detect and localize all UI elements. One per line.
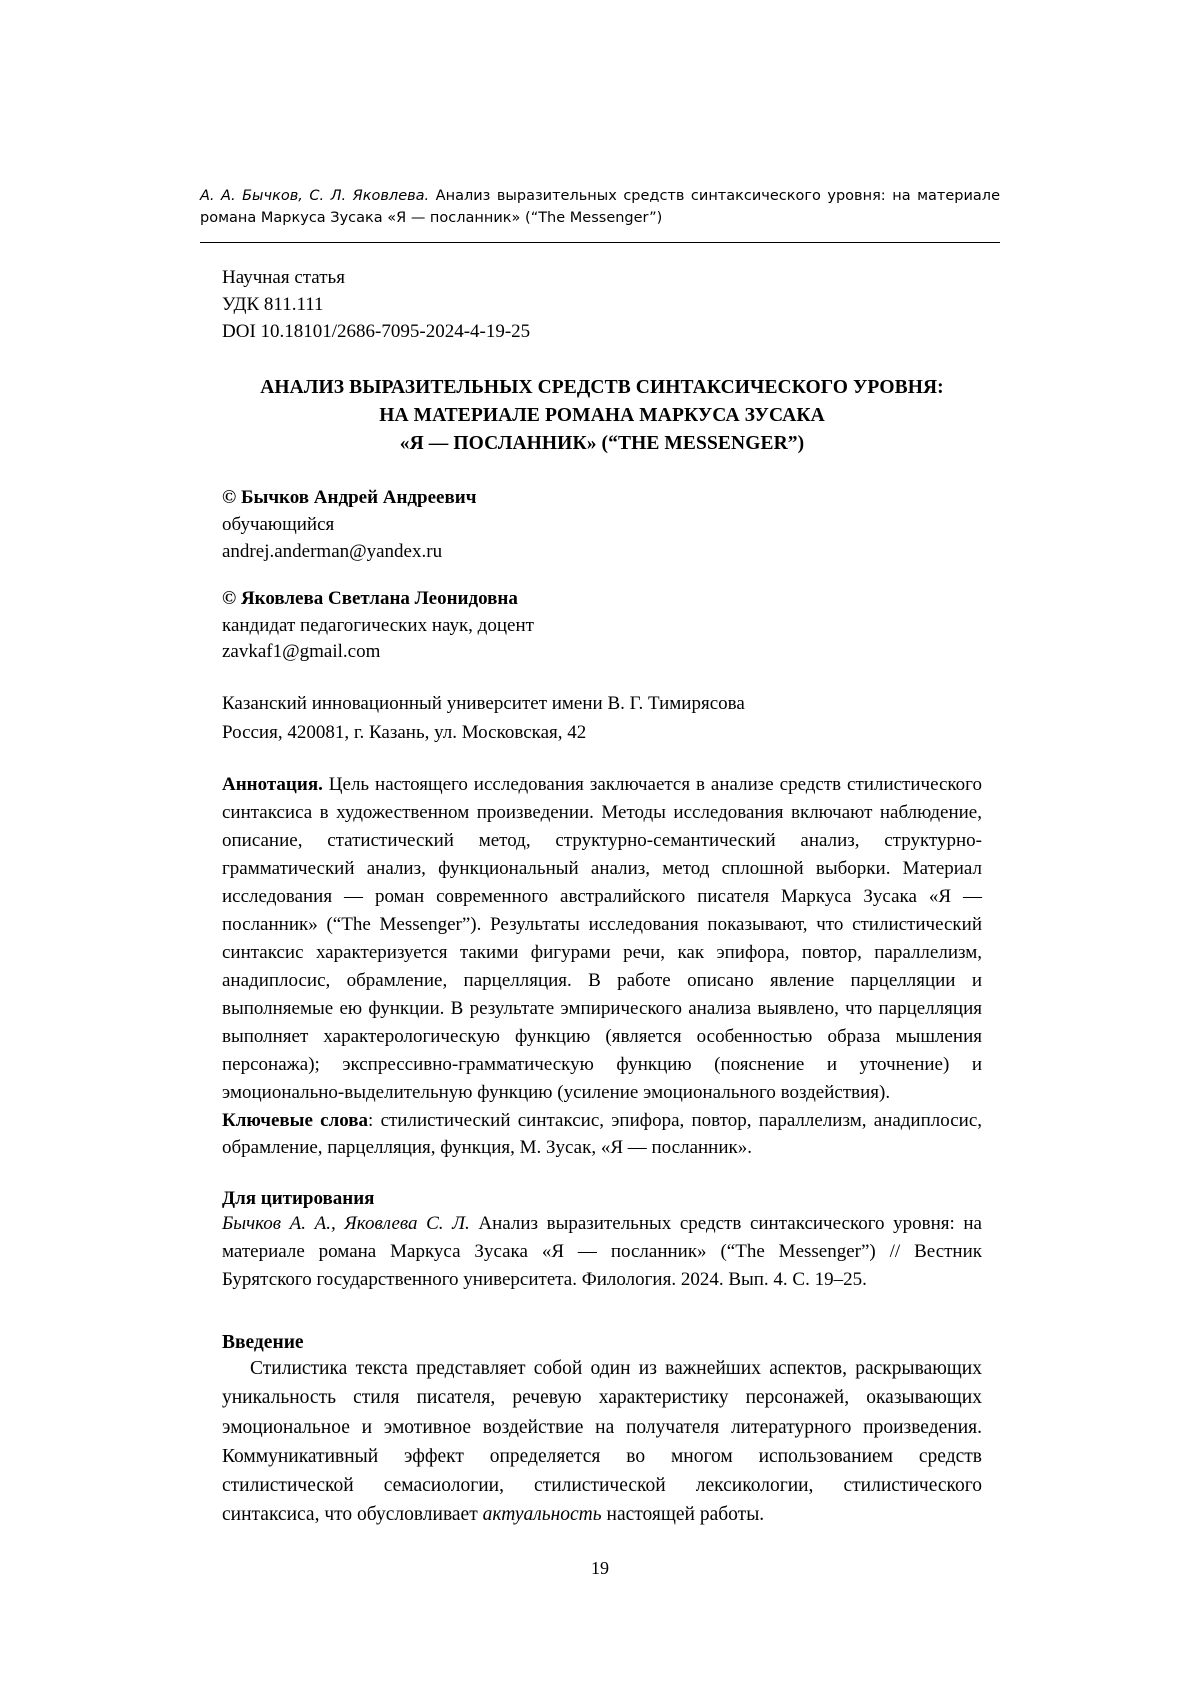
abstract-text: Цель настоящего исследования заключается в анализе средств стилистического синтаксиса в художественном произведении. Методы исследования включают наблюдение, описание, статистический метод, структурно-семантический анализ, структурно-грамматический анализ, функциональный анализ, метод сплошной выборки. Материал исследования — роман современного австралийского писателя Маркуса Зусака «Я — посланник» (“The Messenger”). Результаты исследования показывают, что стилистический синтаксис характеризуется такими фигурами речи, как эпифора, повтор, параллелизм, анадиплосис, обрамление, парцелляция. В работе описано явление парцелляции и выполняемые ею функции. В результате эмпирического анализа выявлено, что парцелляция выполняет характерологическую функцию (является особенностью образа мышления персонажа); экспрессивно-грамматическую функцию (пояснение и уточнение) и эмоционально-выделительную функцию (усиление эмоционального воздействия). bbox=[222, 774, 982, 1103]
title-line-2: НА МАТЕРИАЛЕ РОМАНА МАРКУСА ЗУСАКА bbox=[379, 405, 825, 427]
citation-text bbox=[222, 1210, 982, 1294]
title-line-1: АНАЛИЗ ВЫРАЗИТЕЛЬНЫХ СРЕДСТВ СИНТАКСИЧЕСКОГО УРОВНЯ: bbox=[260, 376, 944, 398]
affiliation-institution: Казанский инновационный университет имени В. Г. Тимирясова bbox=[222, 693, 745, 715]
section-heading-introduction: Введение bbox=[222, 1332, 304, 1354]
page-number: 19 bbox=[591, 1558, 609, 1578]
udk-code: УДК 811.111 bbox=[222, 293, 324, 315]
article-body bbox=[222, 265, 982, 1530]
abstract-label: Аннотация. bbox=[222, 774, 323, 796]
citation-heading: Для цитирования bbox=[222, 1188, 375, 1210]
running-head-title: Анализ выразительных средств синтаксического уровня: на материале романа Маркуса Зусака «Я — посланник» (“The Messenger”) bbox=[200, 188, 1000, 227]
author-name: © Бычков Андрей Андреевич bbox=[222, 486, 477, 508]
page-title bbox=[222, 374, 982, 459]
introduction-part-2: настоящей работы. bbox=[601, 1504, 765, 1526]
author-email[interactable]: andrej.anderman@yandex.ru bbox=[222, 540, 443, 562]
author-email[interactable]: zavkaf1@gmail.com bbox=[222, 641, 381, 663]
running-head-authors: А. А. Бычков, С. Л. Яковлева. bbox=[200, 188, 430, 204]
author-name: © Яковлева Светлана Леонидовна bbox=[222, 587, 518, 609]
introduction-italic-term: актуальность bbox=[482, 1504, 602, 1526]
author-role: кандидат педагогических наук, доцент bbox=[222, 614, 534, 636]
affiliation-address: Россия, 420081, г. Казань, ул. Московская, 42 bbox=[222, 721, 587, 743]
author-role: обучающийся bbox=[222, 513, 335, 535]
running-head bbox=[200, 185, 1000, 230]
introduction-paragraph bbox=[222, 1354, 982, 1530]
author-entry-2 bbox=[222, 586, 982, 667]
keywords-label: Ключевые слова bbox=[222, 1109, 369, 1131]
header-divider bbox=[200, 242, 1000, 243]
title-line-3: «Я — ПОСЛАННИК» (“THE MESSENGER”) bbox=[399, 433, 805, 455]
citation-body: Анализ выразительных средств синтаксического уровня: на материале романа Маркуса Зусака «Я — посланник» (“The Messenger”) // Вестник Бурятского государственного университета. Филология. 2024. Вып. 4. С. 19–25. bbox=[222, 1213, 982, 1291]
introduction-part-1: Стилистика текста представляет собой один из важнейших аспектов, раскрывающих уникальность стиля писателя, речевую характеристику персонажей, оказывающих эмоциональное и эмотивное воздействие на получателя литературного произведения. Коммуникативный эффект определяется во многом использованием средств стилистической семасиологии, стилистической лексикологии, стилистического синтаксиса, что обусловливает bbox=[222, 1358, 982, 1526]
article-type: Научная статья bbox=[222, 266, 345, 288]
page-content bbox=[200, 185, 1000, 1530]
citation-authors: Бычков А. А., Яковлева С. Л. bbox=[222, 1213, 470, 1235]
article-meta bbox=[222, 265, 982, 346]
abstract bbox=[222, 771, 982, 1106]
affiliation bbox=[222, 690, 982, 747]
author-entry-1 bbox=[222, 485, 982, 566]
doi-code: DOI 10.18101/2686-7095-2024-4-19-25 bbox=[222, 320, 531, 342]
keywords bbox=[222, 1107, 982, 1163]
keywords-text: : стилистический синтаксис, эпифора, повтор, параллелизм, анадиплосис, обрамление, парцелляция, функция, М. Зусак, «Я — посланник». bbox=[222, 1109, 982, 1159]
